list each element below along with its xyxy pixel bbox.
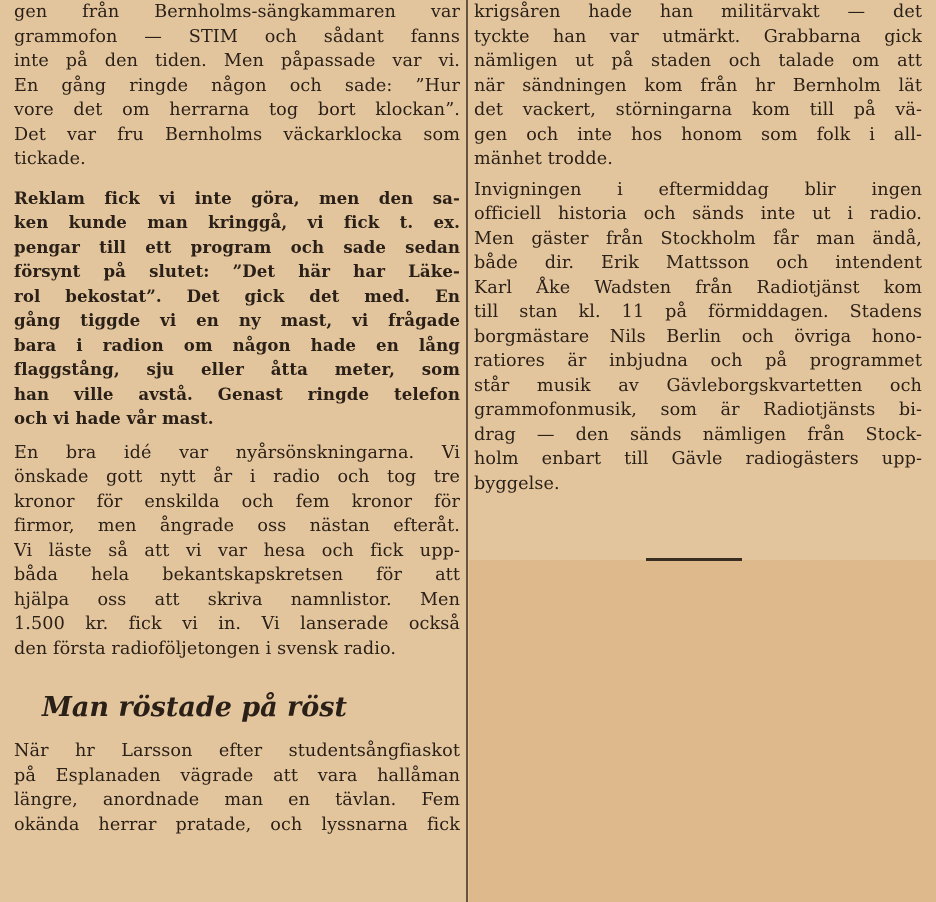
text-line: vore det om herrarna tog bort klockan”. [14,100,460,120]
text-line: krigsåren hade han militärvakt — det [474,2,922,22]
text-line: mänhet trodde. [474,149,613,169]
text-line: hjälpa oss att skriva namnlistor. Men [14,589,460,610]
text-line: båda hela bekantskapskretsen för att [14,565,460,585]
end-rule [646,558,742,561]
paragraph-2 [14,186,460,431]
paragraph-6 [474,178,922,497]
text-line: nämligen ut på staden och talade om att [474,51,922,71]
text-line: En bra idé var nyårsönskningarna. Vi [14,442,460,463]
text-line: kronor för enskilda och fem kronor för [14,491,460,512]
text-line: Reklam fick vi inte göra, men den sa- [14,187,460,208]
text-line: 1.500 kr. fick vi in. Vi lanserade också [14,614,460,634]
text-line: byggelse. [474,473,560,494]
text-line: grammofonmusik, som är Radiotjänsts bi- [474,400,922,420]
text-line: gång tiggde vi en ny mast, vi frågade [14,310,460,330]
text-line: det vackert, störningarna kom till på vä- [474,100,922,120]
text-line: pengar till ett program och sade sedan [14,236,460,257]
text-line: den första radioföljetongen i svensk radio. [14,638,397,659]
paragraph-5 [474,0,922,172]
column-divider [466,0,468,902]
text-line: drag — den sänds nämligen från Stock- [474,424,922,445]
text-line: gen och inte hos honom som folk i all- [474,124,922,145]
text-line: och vi hade vår mast. [14,408,214,428]
text-line: när sändningen kom från hr Bernholm lät [474,75,922,96]
section-heading: Man röstade på röst [42,692,347,723]
text-line: flaggstång, sju eller åtta meter, som [14,359,460,379]
text-line: Vi läste så att vi var hesa och fick upp- [14,540,460,561]
text-line: längre, anordnade man en tävlan. Fem [14,790,460,810]
text-line: försynt på slutet: ”Det här har Läke- [14,261,460,281]
text-line: rol bekostat”. Det gick det med. En [14,285,460,306]
text-line: grammofon — STIM och sådant fanns [14,26,460,47]
text-line: tickade. [14,149,86,169]
text-line: ken kunde man kringgå, vi fick t. ex. [14,212,460,232]
right-column [474,0,922,496]
text-line: okända herrar pratade, och lyssnarna fick [14,814,460,835]
text-line: firmor, men ångrade oss nästan efteråt. [14,516,460,536]
blank-area [469,560,936,902]
text-line: Karl Åke Wadsten från Radiotjänst kom [474,277,922,298]
text-line: tyckte han var utmärkt. Grabbarna gick [474,26,922,47]
paragraph-3 [14,441,460,662]
text-line: officiell historia och sänds inte ut i radio. [474,204,922,224]
text-line: holm enbart till Gävle radiogästers upp- [474,449,922,469]
text-line: han ville avstå. Genast ringde telefon [14,383,460,404]
text-line: Invigningen i eftermiddag blir ingen [474,179,922,200]
text-line: bara i radion om någon hade en lång [14,334,460,355]
text-line: både dir. Erik Mattsson och intendent [474,253,922,273]
text-line: Men gäster från Stockholm får man ändå, [474,228,922,249]
text-line: inte på den tiden. Men påpassade var vi. [14,51,460,71]
text-line: En gång ringde någon och sade: ”Hur [14,75,460,96]
text-line: ratiores är inbjudna och på programmet [474,351,922,371]
paragraph-4 [14,739,460,837]
text-line: till stan kl. 11 på förmiddagen. Stadens [474,302,922,322]
text-line: står musik av Gävleborgskvartetten och [474,375,922,396]
text-line: på Esplanaden vägrade att vara hallåman [14,765,460,786]
left-column [14,0,460,837]
text-line: borgmästare Nils Berlin och övriga hono- [474,326,922,347]
text-line: gen från Bernholms-sängkammaren var [14,2,460,22]
paragraph-1 [14,0,460,172]
text-line: När hr Larsson efter studentsångfiaskot [14,741,460,761]
text-line: Det var fru Bernholms väckarklocka som [14,124,460,145]
text-line: önskade gott nytt år i radio och tog tre [14,467,460,487]
